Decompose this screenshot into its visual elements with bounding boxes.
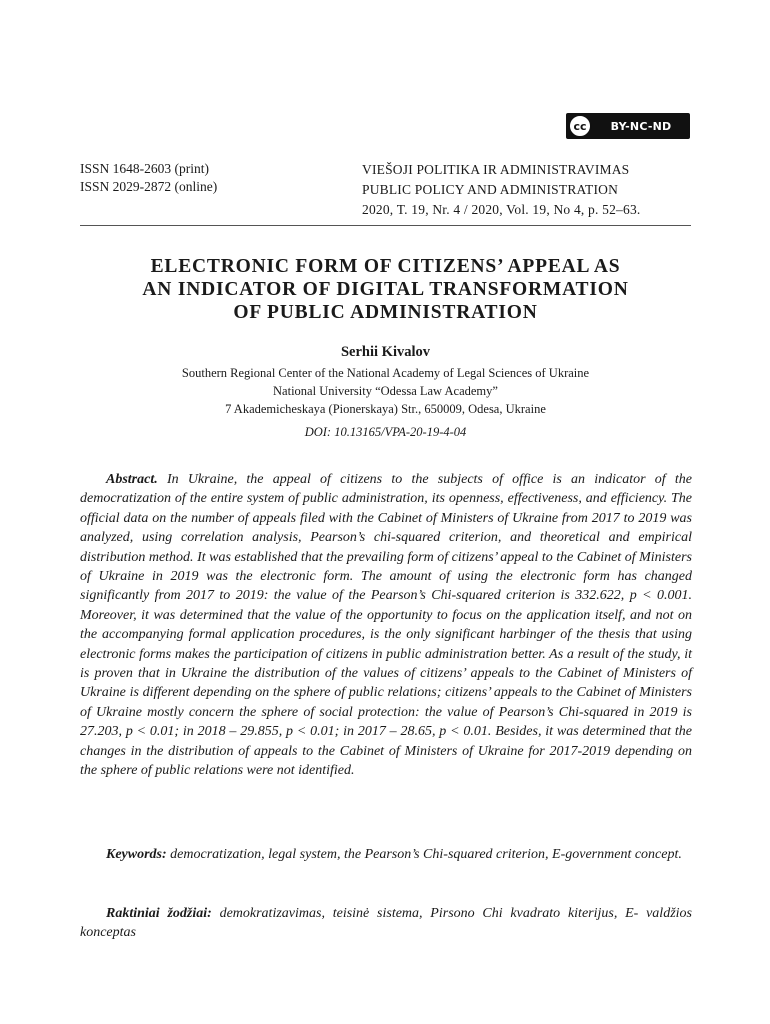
- affiliation-line: National University “Odessa Law Academy”: [273, 384, 498, 398]
- header-divider: [80, 225, 691, 226]
- issn-block: [80, 160, 217, 196]
- keywords-label: Keywords:: [106, 847, 167, 862]
- journal-header: [362, 160, 640, 220]
- license-badge[interactable]: [566, 113, 690, 139]
- keywords-lt: [80, 904, 692, 943]
- title-line: OF PUBLIC ADMINISTRATION: [233, 302, 538, 323]
- keywords-lt-label: Raktiniai žodžiai:: [106, 906, 212, 921]
- article-title: [80, 255, 691, 324]
- journal-citation: 2020, T. 19, Nr. 4 / 2020, Vol. 19, No 4, p. 52–63.: [362, 202, 641, 217]
- issn-print: ISSN 1648-2603 (print): [80, 161, 209, 176]
- journal-name-en: PUBLIC POLICY AND ADMINISTRATION: [362, 182, 619, 197]
- license-label: BY-NC-ND: [610, 119, 672, 133]
- affiliation: [80, 364, 691, 418]
- doi-link[interactable]: DOI: 10.13165/VPA-20-19-4-04: [304, 425, 467, 439]
- author-name: Serhii Kivalov: [340, 344, 431, 360]
- affiliation-line: Southern Regional Center of the National Academy of Legal Sciences of Ukraine: [181, 366, 590, 380]
- affiliation-line: 7 Akademicheskaya (Pionerskaya) Str., 650009, Odesa, Ukraine: [225, 402, 546, 416]
- cc-icon: cc: [568, 114, 592, 138]
- keywords: [80, 845, 692, 864]
- keywords-text: democratization, legal system, the Pearson’s Chi-squared criterion, E-government concept.: [166, 847, 682, 862]
- keywords-lt-text: demokratizavimas, teisinė sistema, Pirsono Chi kvadrato kiterijus, E- valdžios konceptas: [80, 906, 692, 941]
- abstract: [80, 470, 692, 781]
- abstract-text: In Ukraine, the appeal of citizens to the subjects of office is an indicator of the democratization of the entire system of public administration, its openness, effectiveness, and efficiency. The official data on the number of appeals filed with the Cabinet of Ministers of Ukraine from 2017 to 2019 was analyzed, using correlation analysis, Pearson’s chi-squared criterion, and theoretical and empirical distribution method. It was established that the prevailing form of citizens’ appeal to the Cabinet of Ministers of Ukraine in 2019 was the electronic form. The amount of using the electronic form has changed significantly from 2017 to 2019: the value of the Pearson’s Chi-squared criterion is 332.622, p < 0.001. Moreover, it was determined that the value of the opportunity to focus on the application itself, and not on the accompanying formal application procedures, is the only significant harbinger of the thesis that using electronic forms makes the participation of citizens in public administration better. As a result of the study, it is proven that in Ukraine the distribution of the values of citizens’ appeals to the Cabinet of Ministers of Ukraine is different depending on the sphere of public relations; citizens’ appeals to the Cabinet of Ministers of Ukraine mostly concern the sphere of social protection: the value of Pearson’s Chi-squared in 2019 is 27.203, p < 0.01; in 2018 – 29.855, p < 0.01; in 2017 – 28.65, p < 0.01. Besides, it was determined that the changes in the distribution of appeals to the Cabinet of Ministers of Ukraine for 2017-2019 depending on the sphere of public relations were not identified.: [80, 472, 692, 779]
- journal-name-lt: VIEŠOJI POLITIKA IR ADMINISTRAVIMAS: [362, 162, 630, 177]
- title-line: ELECTRONIC FORM OF CITIZENS’ APPEAL AS: [150, 256, 621, 277]
- issn-online: ISSN 2029-2872 (online): [80, 179, 218, 194]
- abstract-label: Abstract.: [106, 472, 158, 487]
- title-line: AN INDICATOR OF DIGITAL TRANSFORMATION: [142, 279, 629, 300]
